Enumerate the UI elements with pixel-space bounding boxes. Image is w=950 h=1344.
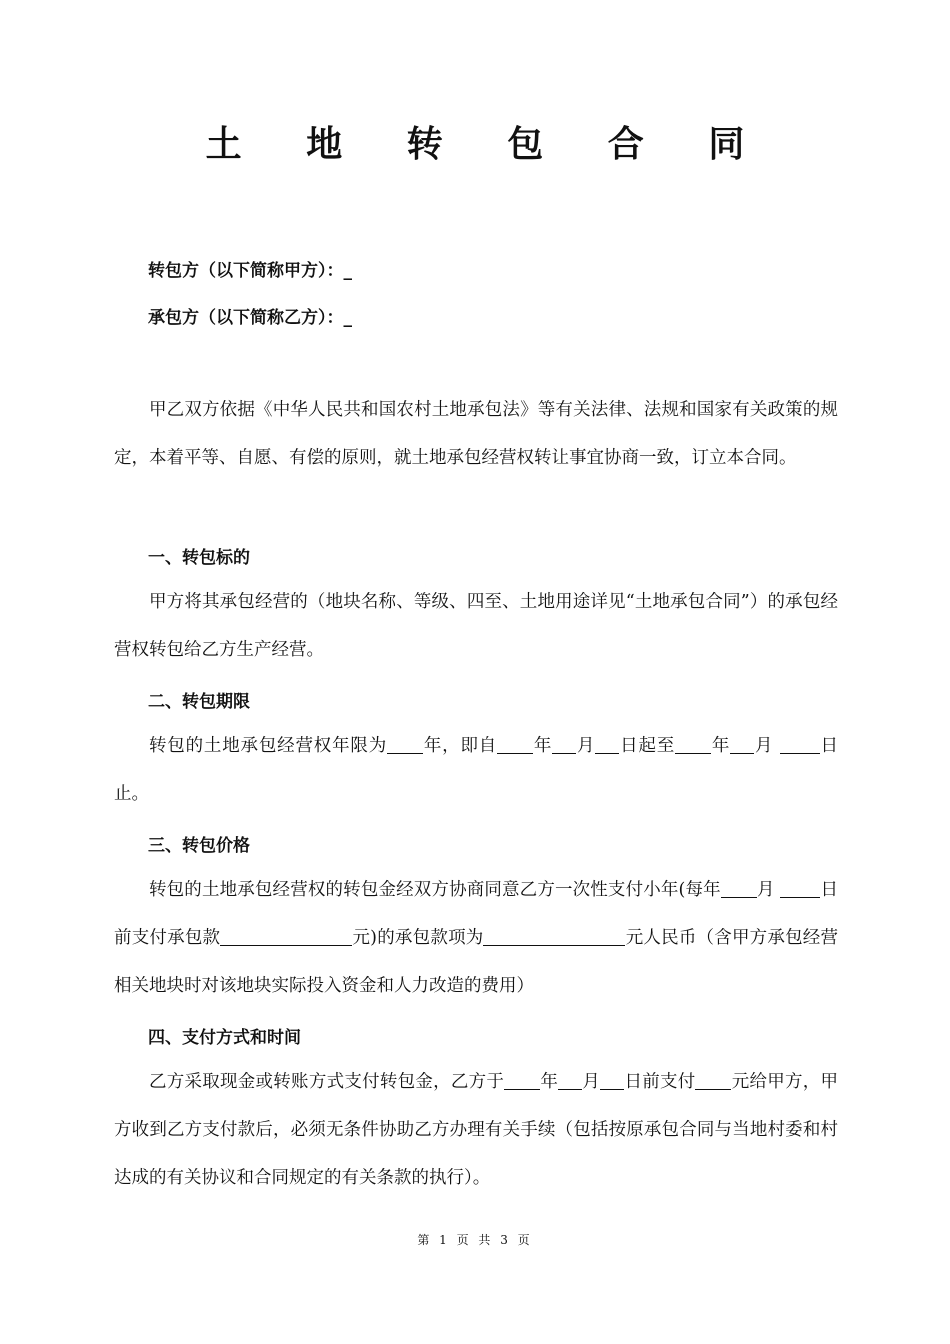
document-title: 土 地 转 包 合 同 [205,124,771,165]
blank-years[interactable] [387,736,423,755]
section-4-heading: 四、支付方式和时间 [148,1028,301,1048]
party-b-line: 承包方（以下简称乙方）：_ [148,308,352,328]
party-a-line: 转包方（以下简称甲方）：_ [148,261,352,281]
blank-start-day[interactable] [595,736,619,755]
section-3-heading: 三、转包价格 [148,836,250,856]
section-4-paragraph: 乙方采取现金或转账方式支付转包金，乙方于 年 月 日前支付 元给甲方，甲方收到乙方支付款后，必须无条件协助乙方办理有关手续（包括按原承包合同与当地村委和村达成的有关协议和合同规定的有关条款的执行）。 [114,1072,839,1188]
blank-pay-month-2[interactable] [558,1072,582,1091]
blank-end-year[interactable] [675,736,711,755]
section-3-paragraph: 转包的土地承包经营权的转包金经双方协商同意乙方一次性支付小年(每年 月 日前支付承包款 元)的承包款项为 元人民币（含甲方承包经营相关地块时对该地块实际投入资金和人力改造的费用） [114,880,839,996]
section-1-heading: 一、转包标的 [148,548,250,568]
blank-start-year[interactable] [497,736,533,755]
section-1-paragraph: 甲方将其承包经营的（地块名称、等级、四至、土地用途详见“土地承包合同”）的承包经营权转包给乙方生产经营。 [114,592,838,660]
section-2-heading: 二、转包期限 [148,692,250,712]
blank-pay-month[interactable] [721,880,757,899]
blank-pay-amount[interactable] [695,1072,731,1091]
blank-end-day[interactable] [780,736,820,755]
blank-total-amount[interactable] [483,928,625,947]
blank-end-month[interactable] [730,736,754,755]
section-2-paragraph: 转包的土地承包经营权年限为 年，即自 年 月 日起至 年 月 日止。 [114,736,839,804]
intro-paragraph: 甲乙双方依据《中华人民共和国农村土地承包法》等有关法律、法规和国家有关政策的规定，本着平等、自愿、有偿的原则，就土地承包经营权转让事宜协商一致，订立本合同。 [114,400,838,468]
blank-pay-day-2[interactable] [600,1072,624,1091]
blank-pay-year[interactable] [504,1072,540,1091]
page-footer: 第 1 页 共 3 页 [417,1233,533,1247]
blank-annual-amount[interactable] [220,928,352,947]
blank-start-month[interactable] [552,736,576,755]
blank-pay-day[interactable] [780,880,820,899]
